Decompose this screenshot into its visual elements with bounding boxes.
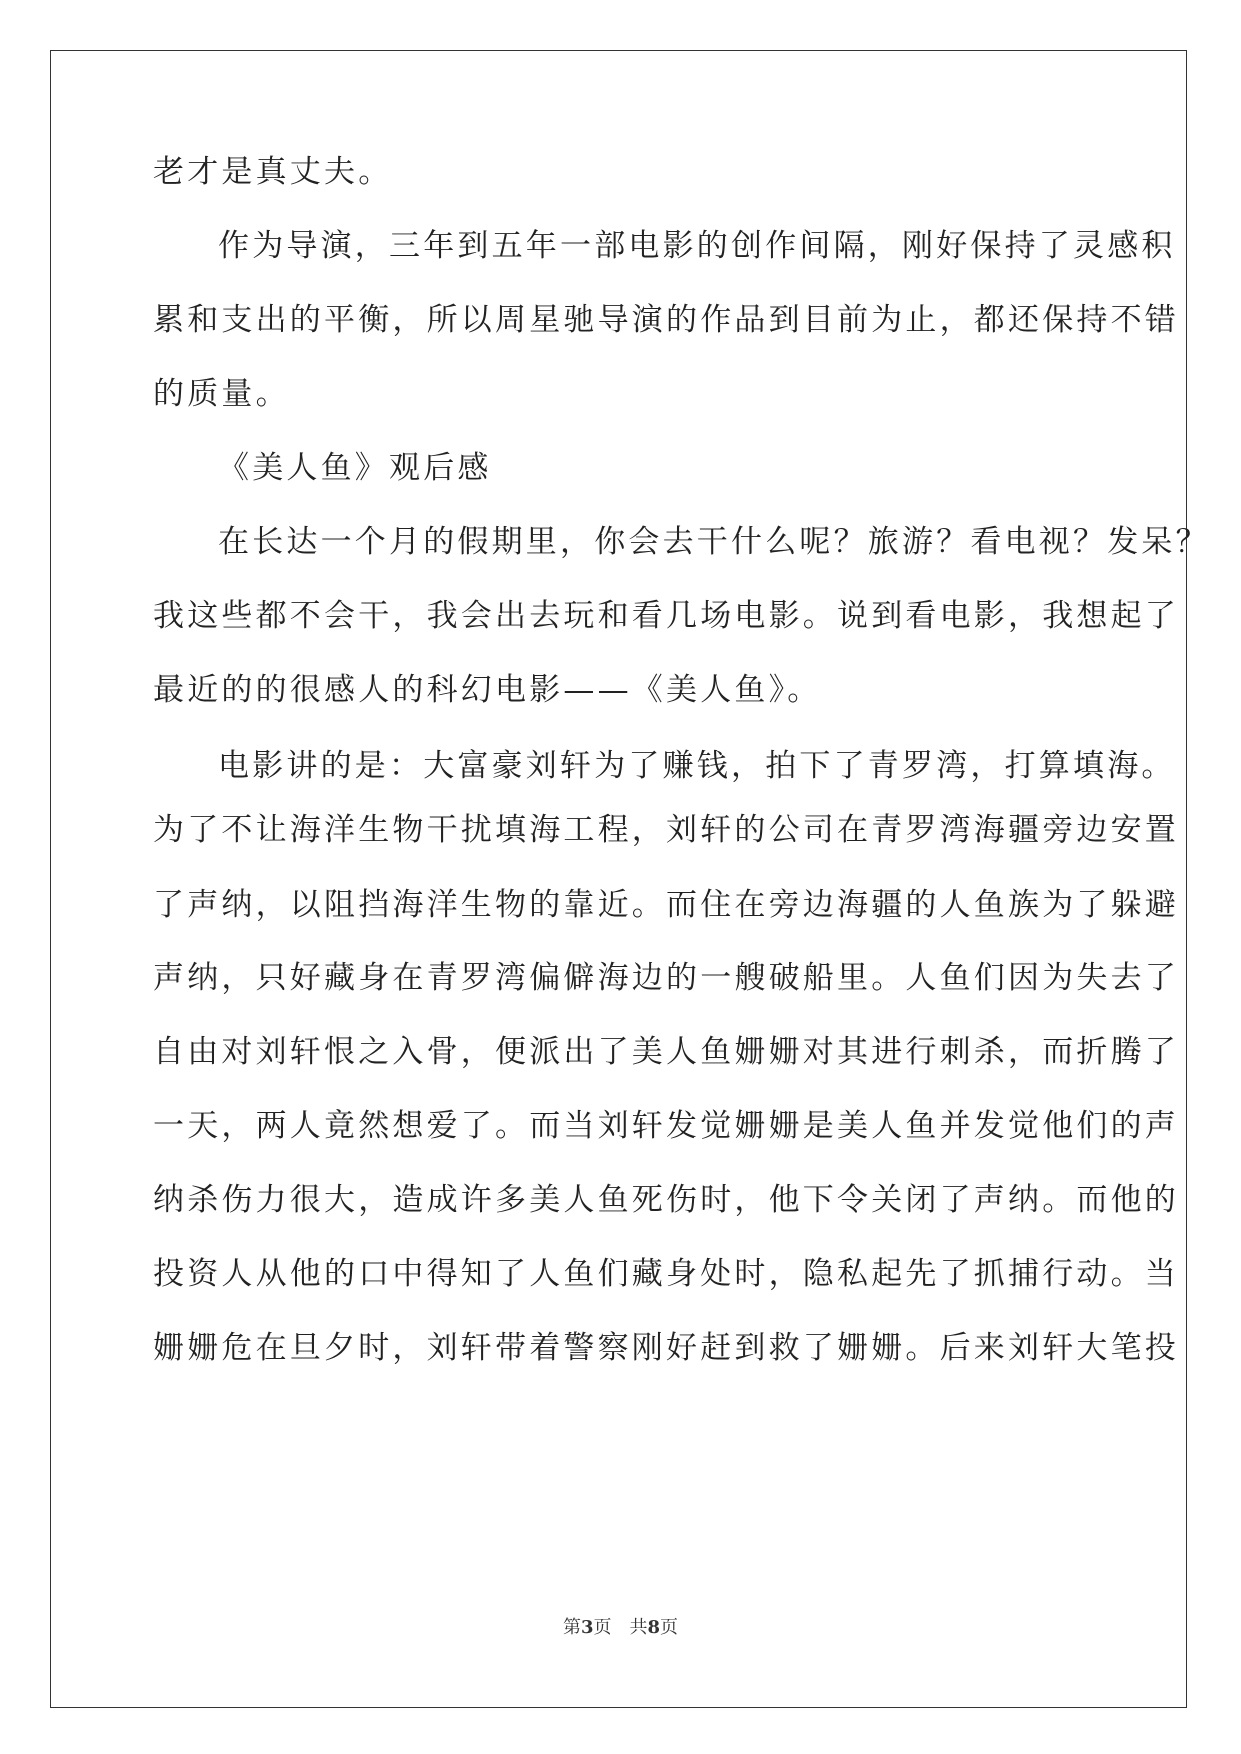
paragraph-line-14: 一天，两人竟然想爱了。而当刘轩发觉姗姗是美人鱼并发觉他们的声 — [153, 1108, 1179, 1144]
current-page-number: 3 — [580, 1617, 594, 1638]
paragraph-line-9: 电影讲的是：大富豪刘轩为了赚钱，拍下了青罗湾，打算填海。 — [218, 748, 1176, 784]
paragraph-line-11: 了声纳，以阻挡海洋生物的靠近。而住在旁边海疆的人鱼族为了躲避 — [153, 887, 1179, 923]
paragraph-line-1: 老才是真丈夫。 — [153, 154, 393, 190]
paragraph-line-7: 我这些都不会干，我会出去玩和看几场电影。说到看电影，我想起了 — [153, 598, 1179, 634]
page-border — [50, 50, 1210, 1708]
paragraph-line-10: 为了不让海洋生物干扰填海工程，刘轩的公司在青罗湾海疆旁边安置 — [153, 812, 1179, 848]
total-page-number: 8 — [647, 1617, 661, 1638]
paragraph-line-16: 投资人从他的口中得知了人鱼们藏身处时，隐私起先了抓捕行动。当 — [153, 1256, 1179, 1292]
page-number-footer — [0, 1617, 1241, 1639]
section-title: 《美人鱼》观后感 — [218, 450, 492, 486]
paragraph-line-17: 姗姗危在旦夕时，刘轩带着警察刚好赶到救了姗姗。后来刘轩大笔投 — [153, 1330, 1179, 1366]
paragraph-line-3: 累和支出的平衡，所以周星驰导演的作品到目前为止，都还保持不错 — [153, 302, 1179, 338]
paragraph-line-15: 纳杀伤力很大，造成许多美人鱼死伤时，他下令关闭了声纳。而他的 — [153, 1182, 1179, 1218]
footer-middle: 页 共 — [593, 1617, 648, 1638]
paragraph-line-12: 声纳，只好藏身在青罗湾偏僻海边的一艘破船里。人鱼们因为失去了 — [153, 960, 1179, 996]
paragraph-line-4: 的质量。 — [153, 376, 290, 412]
footer-prefix: 第 — [562, 1617, 581, 1638]
paragraph-line-6: 在长达一个月的假期里，你会去干什么呢？旅游？看电视？发呆？ — [218, 524, 1210, 560]
paragraph-line-8: 最近的的很感人的科幻电影——《美人鱼》。 — [153, 672, 822, 708]
footer-suffix: 页 — [660, 1617, 679, 1638]
paragraph-line-2: 作为导演，三年到五年一部电影的创作间隔，刚好保持了灵感积 — [218, 228, 1176, 264]
paragraph-line-13: 自由对刘轩恨之入骨，便派出了美人鱼姗姗对其进行刺杀，而折腾了 — [153, 1034, 1179, 1070]
